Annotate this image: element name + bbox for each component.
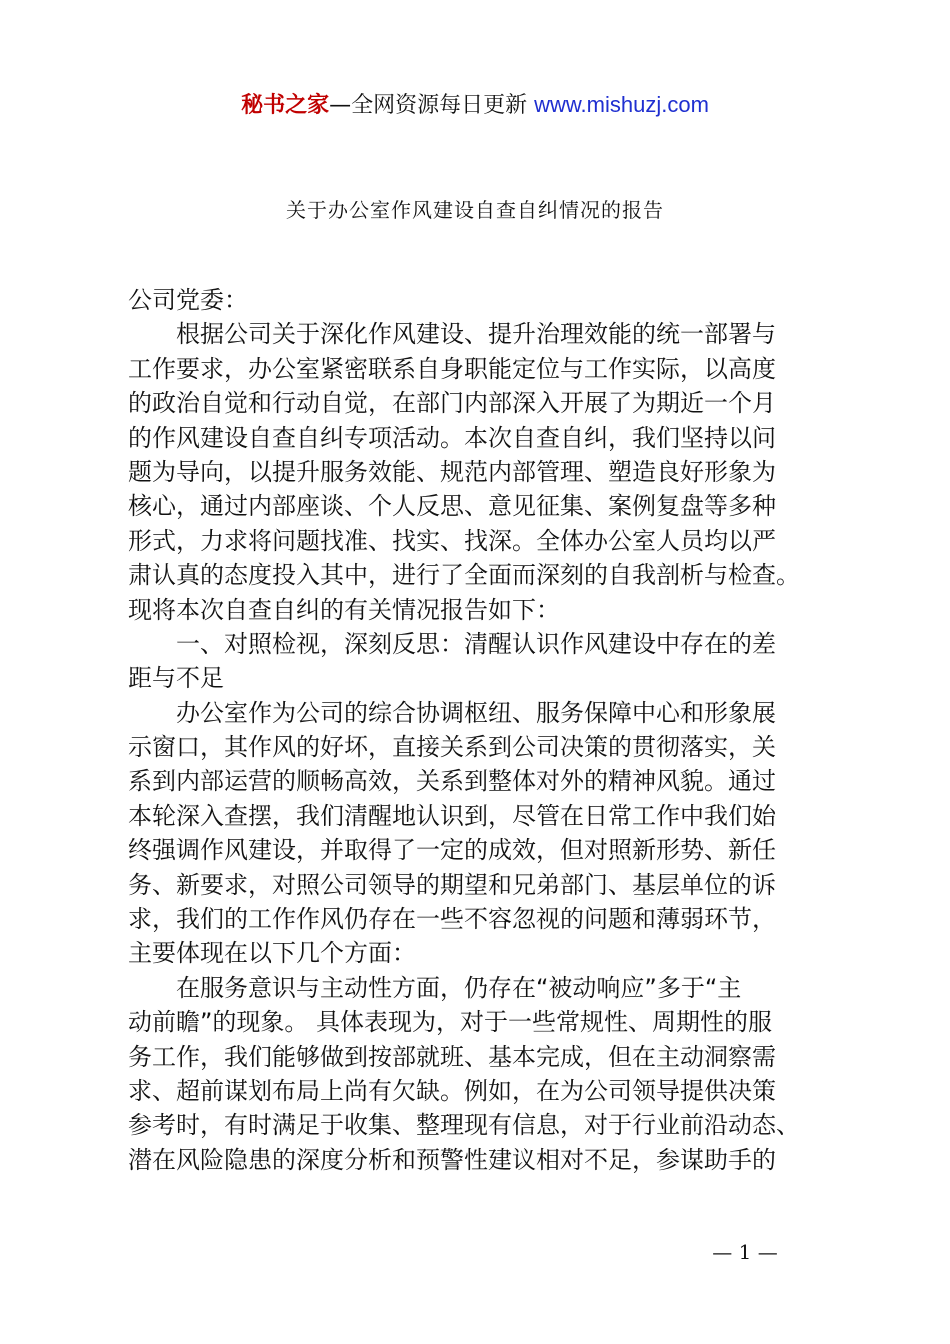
body-line: 系到内部运营的顺畅高效，关系到整体对外的精神风貌。通过 [128,767,776,796]
body-line: 求、超前谋划布局上尚有欠缺。例如，在为公司领导提供决策 [128,1076,776,1105]
salutation: 公司党委： [128,286,248,314]
body-line: 终强调作风建设，并取得了一定的成效，但对照新形势、新任 [128,836,776,865]
body-line: 形式，力求将问题找准、找实、找深。全体办公室人员均以严 [128,526,776,555]
body-line: 题为导向，以提升服务效能、规范内部管理、塑造良好形象为 [128,457,776,486]
section-heading-line: 距与不足 [128,664,224,693]
body-line: 主要体现在以下几个方面： [128,939,416,968]
site-brand: 秘书之家 [241,93,330,118]
body-line: 根据公司关于深化作风建设、提升治理效能的统一部署与 [128,320,776,349]
document-body [128,283,834,1177]
body-line: 工作要求，办公室紧密联系自身职能定位与工作实际，以高度 [128,354,776,383]
body-line: 务、新要求，对照公司领导的期望和兄弟部门、基层单位的诉 [128,870,776,899]
page-number: — 1 — [712,1240,778,1264]
body-line: 的政治自觉和行动自觉，在部门内部深入开展了为期近一个月 [128,389,776,418]
body-line: 肃认真的态度投入其中，进行了全面而深刻的自我剖析与检查。 [128,561,800,590]
site-tagline: —全网资源每日更新 [329,93,535,118]
site-header [0,88,950,123]
section-heading-line: 一、对照检视，深刻反思：清醒认识作风建设中存在的差 [128,629,776,658]
site-url-link[interactable]: www.mishuzj.com [534,92,709,117]
body-line: 求，我们的工作作风仍存在一些不容忽视的问题和薄弱环节， [128,905,776,934]
document-title: 关于办公室作风建设自查自纠情况的报告 [286,198,664,222]
body-line: 现将本次自查自纠的有关情况报告如下： [128,595,560,624]
body-line: 办公室作为公司的综合协调枢纽、服务保障中心和形象展 [128,698,776,727]
body-line: 参考时，有时满足于收集、整理现有信息，对于行业前沿动态、 [128,1111,800,1140]
body-line: 核心，通过内部座谈、个人反思、意见征集、案例复盘等多种 [128,492,776,521]
body-line: 本轮深入查摆，我们清醒地认识到，尽管在日常工作中我们始 [128,801,776,830]
body-line: 在服务意识与主动性方面，仍存在“被动响应”多于“主 [128,973,742,1002]
body-line: 示窗口，其作风的好坏，直接关系到公司决策的贯彻落实，关 [128,733,776,762]
body-line: 动前瞻”的现象。 具体表现为，对于一些常规性、周期性的服 [128,1008,773,1037]
body-line: 的作风建设自查自纠专项活动。本次自查自纠，我们坚持以问 [128,423,776,452]
body-line: 潜在风险隐患的深度分析和预警性建议相对不足，参谋助手的 [128,1145,776,1174]
body-line: 务工作，我们能够做到按部就班、基本完成，但在主动洞察需 [128,1042,776,1071]
